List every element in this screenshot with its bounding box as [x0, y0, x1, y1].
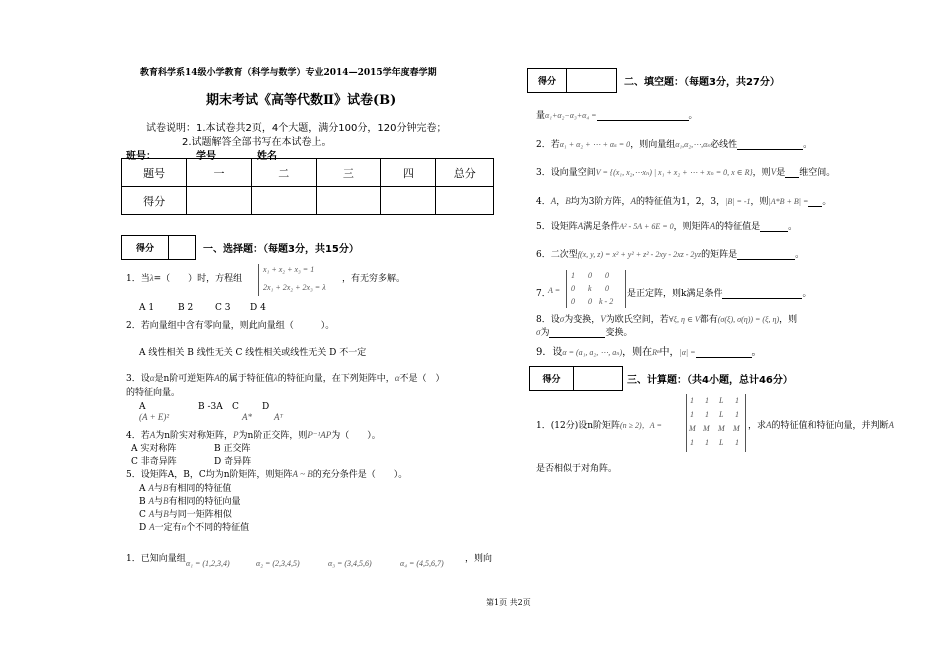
q7-m12: 0	[588, 271, 592, 280]
q7-matrix	[566, 270, 626, 308]
section1-score-label: 得分	[122, 236, 169, 259]
calc-q1-m23: L	[719, 410, 724, 419]
class-label: 班号：	[126, 151, 156, 162]
calc-q1-m21: 1	[690, 410, 694, 419]
fill-q1-stem-tail: ，则向	[465, 554, 493, 564]
fill-q3-blank[interactable]	[785, 177, 799, 178]
q1-option-c: C 3	[215, 303, 231, 313]
calc-q1-m43: L	[719, 438, 724, 447]
section2-score-label: 得分	[528, 69, 567, 92]
score-header-cell: 一	[187, 159, 252, 187]
section1-score-box[interactable]	[121, 235, 196, 260]
q5-option-b: B A与B有相同的特征向量	[139, 496, 241, 507]
q7-m13: 0	[605, 271, 609, 280]
fill-q2-blank[interactable]	[737, 149, 803, 150]
score-header-cell: 题号	[122, 159, 187, 187]
fill-q3: 3．设向量空间V = {(x₁, x₂,⋯xₙ) | x₁ + x₂ + ⋯ + xₙ = 0, x ∈ R}，则V是 维空间。	[536, 167, 836, 178]
q5-option-a: A A与B有相同的特征值	[139, 483, 232, 494]
q5-option-d: D A一定有n个不同的特征值	[139, 522, 250, 533]
q1-option-a: A 1	[139, 303, 155, 313]
q4-stem: 4．若A为n阶实对称矩阵，P为n阶正交阵，则P⁻¹AP为（ ）。	[126, 430, 381, 441]
calc-q1-m41: 1	[690, 438, 694, 447]
score-header-cell: 四	[381, 159, 436, 187]
q7-m23: 0	[605, 284, 609, 293]
fill-q8: 8．设σ为变换，V为欧氏空间，若∀ξ, η ∈ V都有(σ(ξ), σ(η)) = (ξ, η)，则	[536, 314, 798, 325]
calc-q1-m44: 1	[735, 438, 739, 447]
q1-stem-tail: ，有无穷多解。	[342, 274, 406, 284]
section2-score-box[interactable]	[527, 68, 617, 93]
fill-q1: 量α₁+α₂−α₃+α₄ = 。	[536, 111, 698, 121]
fill-q9: 9．设α = (a₁, a₂, ⋯, aₙ)，则在Rⁿ中，|α| = 。	[536, 347, 762, 358]
fill-q7-label: 7．	[536, 289, 551, 299]
q7-m31: 0	[571, 297, 575, 306]
vector-alpha3: α₃ = (3,4,5,6)	[328, 559, 372, 568]
fill-q9-blank[interactable]	[696, 357, 752, 358]
score-summary-table	[121, 158, 494, 215]
fill-q7-blank[interactable]	[722, 298, 802, 299]
fill-q8-2: σ为 变换。	[536, 327, 633, 338]
score-cell[interactable]	[381, 187, 436, 215]
score-cell[interactable]	[251, 187, 316, 215]
page-number: 第1页 共2页	[486, 598, 531, 607]
fill-q4: 4．A，B均为3阶方阵，A的特征值为1，2，3，|B| = -1，则|A*B + B| = 。	[536, 196, 832, 207]
q4-option-b: B 正交阵	[214, 444, 251, 454]
section3-score-box[interactable]	[529, 366, 623, 391]
score-cell[interactable]	[436, 187, 494, 215]
calc-q1-m14: 1	[735, 396, 739, 405]
fill-q4-blank[interactable]	[808, 206, 822, 207]
calc-q1-m22: 1	[705, 410, 709, 419]
score-header-cell: 二	[251, 159, 316, 187]
q4-option-a: A 实对称阵	[131, 444, 177, 454]
exam-title: 期末考试《高等代数Ⅱ》试卷(B)	[206, 93, 397, 108]
fill-q6-blank[interactable]	[737, 259, 795, 260]
score-row-label: 得分	[122, 187, 187, 215]
calc-q1-line2: 是否相似于对角阵。	[536, 464, 618, 474]
fill-q8-blank[interactable]	[549, 337, 605, 338]
section1-title: 一、选择题：（每题3分，共15分）	[203, 244, 359, 255]
fill-q7-matrix-name: A =	[548, 286, 561, 295]
calc-q1-m34: M	[733, 424, 740, 433]
score-cell[interactable]	[187, 187, 252, 215]
equation-brace	[258, 264, 259, 296]
q4-option-d: D 奇异阵	[214, 457, 252, 467]
calc-q1-m32: M	[703, 424, 710, 433]
q3-option-b: B -3A	[198, 402, 223, 412]
fill-q5: 5．设矩阵A满足条件A² - 5A + 6E = 0，则矩阵A的特征值是 。	[536, 221, 798, 232]
q1-stem: 1．当λ=（ ）时，方程组	[126, 273, 243, 284]
q3-option-a: A (A + E)²	[139, 402, 170, 422]
calc-q1: 1．(12分)设n阶矩阵(n ≥ 2)，A =	[536, 421, 662, 431]
q7-m11: 1	[571, 271, 575, 280]
exam-instructions-1: 试卷说明：1.本试卷共2页，4个大题，满分100分，120分钟完卷；	[146, 123, 447, 134]
fill-q7-text: 是正定阵，则k满足条件 。	[627, 289, 812, 299]
q5-option-c: C A与B与同一矩阵相似	[139, 509, 232, 520]
score-header-cell: 三	[316, 159, 381, 187]
student-id-label: 学号	[196, 151, 216, 162]
calc-q1-m31: M	[689, 424, 696, 433]
calc-q1-m13: L	[719, 396, 724, 405]
q2-options: A 线性相关 B 线性无关 C 线性相关或线性无关 D 不一定	[139, 348, 367, 358]
calc-q1-m24: 1	[735, 410, 739, 419]
q1-option-d: D 4	[250, 303, 266, 313]
student-name-label: 姓名	[257, 151, 277, 162]
q7-m21: 0	[571, 284, 575, 293]
calc-q1-tail: ，求A的特征值和特征向量，并判断A	[748, 420, 895, 431]
q7-m22: k	[588, 284, 592, 293]
q3-stem-2: 的特征向量。	[126, 388, 181, 398]
q7-m33: k - 2	[599, 297, 614, 306]
calc-q1-m11: 1	[690, 396, 694, 405]
fill-q1-stem: 1．已知向量组	[126, 554, 186, 564]
score-cell[interactable]	[316, 187, 381, 215]
equation-line-2: 2x₁ + 2x₂ + 2x₃ = λ	[263, 283, 326, 292]
q2-stem: 2．若向量组中含有零向量，则此向量组（ ）。	[126, 321, 335, 331]
equation-line-1: x₁ + x₂ + x₃ = 1	[263, 265, 315, 274]
calc-q1-m33: M	[718, 424, 725, 433]
q7-m32: 0	[588, 297, 592, 306]
fill-q2: 2．若α₁ + α₂ + ⋯ + αₛ = 0，则向量组α₁,α₂,⋯,αₛ必线性 。	[536, 140, 813, 150]
vector-alpha1: α₁ = (1,2,3,4)	[186, 559, 230, 568]
calc-q1-m42: 1	[705, 438, 709, 447]
score-header-cell: 总分	[436, 159, 494, 187]
q3-option-d: D Aᵀ	[262, 402, 283, 422]
fill-q6: 6．二次型f(x, y, z) = x² + y² + z² - 2xy - 2xz - 2yz的矩阵是 。	[536, 250, 805, 260]
exam-instructions-2: 2.试题解答全部书写在本试卷上。	[182, 137, 332, 148]
exam-header-line: 教育科学系14级小学教育（科学与数学）专业2014—2015学年度春学期	[140, 68, 437, 78]
calc-q1-m12: 1	[705, 396, 709, 405]
q5-stem: 5．设矩阵A，B，C均为n阶矩阵，则矩阵A ~ B的充分条件是（ ）。	[126, 469, 408, 480]
vector-alpha2: α₂ = (2,3,4,5)	[256, 559, 300, 568]
vector-alpha4: α₄ = (4,5,6,7)	[400, 559, 444, 568]
section3-title: 三、计算题：（共4小题，总计46分）	[627, 375, 793, 386]
section2-title: 二、填空题：（每题3分，共27分）	[624, 77, 780, 88]
section3-score-label: 得分	[530, 367, 574, 390]
fill-q1-blank[interactable]	[597, 120, 689, 121]
q3-stem: 3．设α是n阶可逆矩阵A的属于特征值λ的特征向量，在下列矩阵中，α不是（ ）	[126, 373, 445, 384]
q4-option-c: C 非奇异阵	[131, 457, 177, 467]
q1-option-b: B 2	[178, 303, 194, 313]
fill-q5-blank[interactable]	[760, 231, 788, 232]
q3-option-c: C A*	[232, 402, 252, 422]
